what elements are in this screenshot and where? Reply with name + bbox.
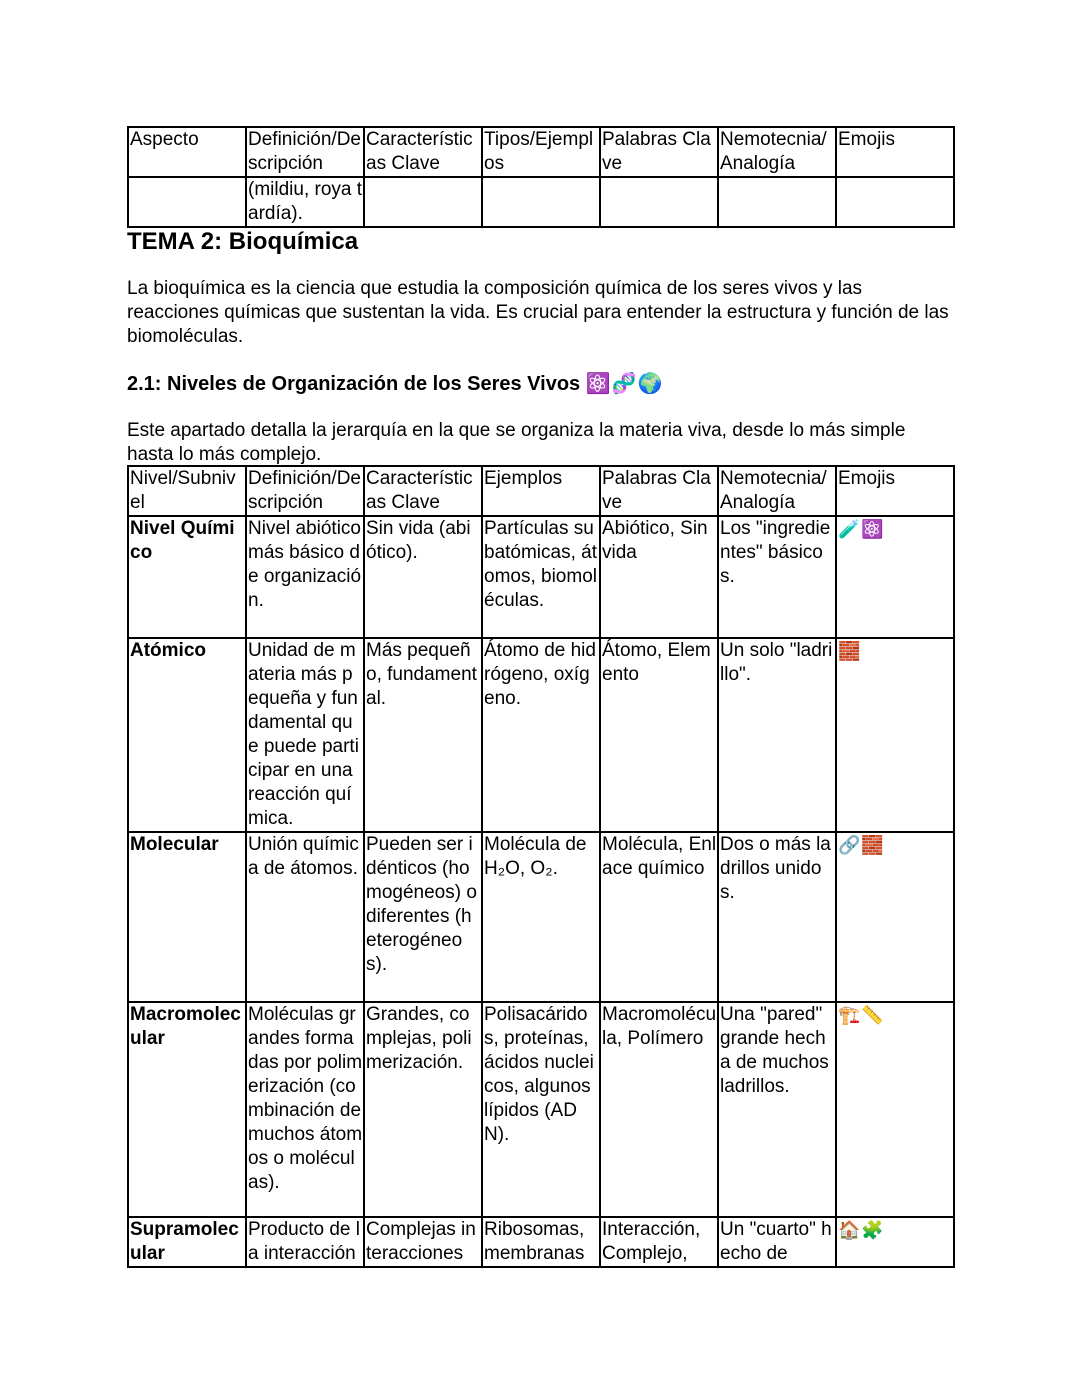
table-cell: Abiótico, Sin vida <box>600 516 718 638</box>
level-name-cell: Molecular <box>128 832 246 1002</box>
table-cell: Grandes, complejas, polimerización. <box>364 1002 482 1217</box>
subsection-emojis: ⚛️🧬🌍 <box>585 373 664 395</box>
subsection-description: Este apartado detalla la jerarquía en la que se organiza la materia viva, desde lo más simple hasta lo más complejo. <box>127 420 906 465</box>
table-cell: Unidad de materia más pequeña y fundamental que puede participar en una reacción química. <box>246 638 364 832</box>
table-row <box>128 1217 954 1267</box>
previous-topic-table <box>127 126 955 228</box>
emoji-cell: 🧪⚛️ <box>836 516 954 638</box>
header-cell: Definición/Descripción <box>246 466 364 516</box>
table-cell: Complejas interacciones <box>364 1217 482 1267</box>
table-cell: Un solo "ladrillo". <box>718 638 836 832</box>
table-cell <box>364 177 482 227</box>
table-cell: Partículas subatómicas, átomos, biomoléculas. <box>482 516 600 638</box>
header-cell: Emojis <box>836 127 954 177</box>
table-cell: (mildiu, roya tardía). <box>246 177 364 227</box>
table-cell: Ribosomas, membranas <box>482 1217 600 1267</box>
subsection-title-text: 2.1: Niveles de Organización de los Seres Vivos <box>127 373 581 395</box>
header-cell: Características Clave <box>364 127 482 177</box>
header-cell: Emojis <box>836 466 954 516</box>
table-cell: Los "ingredientes" básicos. <box>718 516 836 638</box>
table-cell: Átomo de hidrógeno, oxígeno. <box>482 638 600 832</box>
table-row <box>128 516 954 638</box>
emoji-cell: 🏠🧩 <box>836 1217 954 1267</box>
header-cell: Características Clave <box>364 466 482 516</box>
level-name-cell: Supramolecular <box>128 1217 246 1267</box>
organization-levels-table <box>127 465 955 1268</box>
table-header-row <box>128 466 954 516</box>
header-cell: Nivel/Subnivel <box>128 466 246 516</box>
table-cell: Más pequeño, fundamental. <box>364 638 482 832</box>
table-cell: Un "cuarto" hecho de <box>718 1217 836 1267</box>
table-row <box>128 638 954 832</box>
emoji-cell: 🏗️📏 <box>836 1002 954 1217</box>
intro-paragraph: La bioquímica es la ciencia que estudia la composición química de los seres vivos y las reacciones químicas que sustentan la vida. Es crucial para entender la estructura y función de las biomoléculas. <box>127 278 949 347</box>
table-cell: Molécula, Enlace químico <box>600 832 718 1002</box>
header-cell: Tipos/Ejemplos <box>482 127 600 177</box>
table-cell: Molécula de H₂O, O₂. <box>482 832 600 1002</box>
header-cell: Palabras Clave <box>600 127 718 177</box>
table-cell: Nivel abiótico más básico de organización. <box>246 516 364 638</box>
table-cell <box>600 177 718 227</box>
table-cell <box>718 177 836 227</box>
section-title: TEMA 2: Bioquímica <box>127 228 359 255</box>
table-cell: Interacción, Complejo, <box>600 1217 718 1267</box>
table-cell: Moléculas grandes formadas por polimerización (combinación de muchos átomos o moléculas). <box>246 1002 364 1217</box>
level-name-cell: Nivel Químico <box>128 516 246 638</box>
table-cell <box>836 177 954 227</box>
table-cell: Dos o más ladrillos unidos. <box>718 832 836 1002</box>
table-cell: Una "pared" grande hecha de muchos ladrillos. <box>718 1002 836 1217</box>
header-cell: Definición/Descripción <box>246 127 364 177</box>
emoji-cell: 🔗🧱 <box>836 832 954 1002</box>
emoji-cell: 🧱 <box>836 638 954 832</box>
table-cell <box>482 177 600 227</box>
table-row <box>128 832 954 1002</box>
level-name-cell: Macromolecular <box>128 1002 246 1217</box>
table-cell: Polisacáridos, proteínas, ácidos nucleicos, algunos lípidos (ADN). <box>482 1002 600 1217</box>
table-header-row <box>128 127 954 177</box>
header-cell: Nemotecnia/ Analogía <box>718 466 836 516</box>
table-row <box>128 1002 954 1217</box>
header-cell: Ejemplos <box>482 466 600 516</box>
table-cell <box>128 177 246 227</box>
header-cell: Nemotecnia/ Analogía <box>718 127 836 177</box>
table-cell: Producto de la interacción <box>246 1217 364 1267</box>
table-row <box>128 177 954 227</box>
header-cell: Palabras Clave <box>600 466 718 516</box>
table-cell: Pueden ser idénticos (homogéneos) o diferentes (heterogéneos). <box>364 832 482 1002</box>
table-cell: Átomo, Elemento <box>600 638 718 832</box>
table-cell: Unión química de átomos. <box>246 832 364 1002</box>
header-cell: Aspecto <box>128 127 246 177</box>
table-cell: Sin vida (abiótico). <box>364 516 482 638</box>
table-cell: Macromolécula, Polímero <box>600 1002 718 1217</box>
level-name-cell: Atómico <box>128 638 246 832</box>
subsection-title <box>127 370 663 398</box>
